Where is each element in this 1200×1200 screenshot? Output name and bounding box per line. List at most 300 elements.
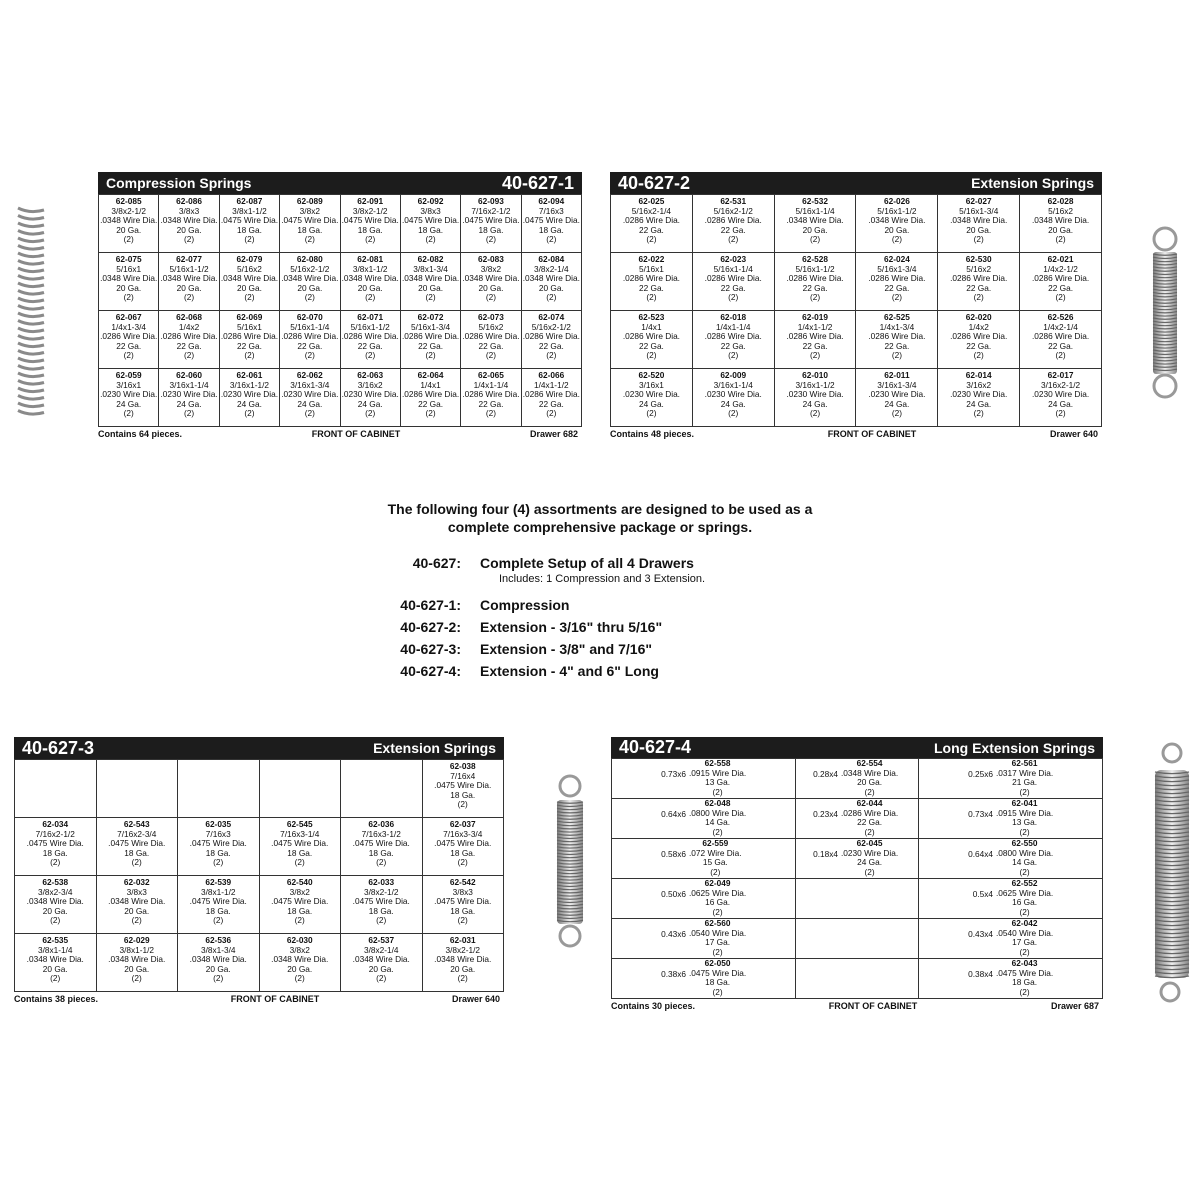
spec-line: 7/16x2-1/2 bbox=[35, 828, 75, 839]
spec-line: (2) bbox=[485, 234, 496, 245]
panel-footer bbox=[610, 427, 1102, 439]
part-number: 62-035 bbox=[205, 819, 232, 829]
coil-line bbox=[18, 276, 44, 280]
spec-line: (2) bbox=[457, 915, 468, 926]
panel-header bbox=[14, 737, 504, 759]
spec-line: 18 Ga. bbox=[236, 224, 262, 235]
spec-line: 22 Ga. bbox=[720, 282, 746, 293]
part-number: 62-067 bbox=[115, 312, 142, 322]
spring-grid bbox=[14, 759, 504, 992]
part-number: 62-045 bbox=[856, 838, 883, 848]
spec-line: 3/16x1 bbox=[116, 379, 142, 390]
spring-cell bbox=[521, 253, 581, 311]
spring-length: 0.23x4 bbox=[813, 809, 838, 819]
spec-line: 24 Ga. bbox=[720, 398, 746, 409]
spring-length: 0.18x4 bbox=[813, 849, 838, 859]
spec-line: (2) bbox=[973, 234, 984, 245]
part-number: 62-084 bbox=[538, 254, 565, 264]
spec-line: .0286 Wire Dia. bbox=[522, 331, 580, 342]
spec-line: (2) bbox=[891, 350, 902, 361]
spring-cell bbox=[938, 311, 1020, 369]
spring-cell bbox=[15, 876, 97, 934]
spec-line: 1/4x1-1/4 bbox=[715, 321, 751, 332]
part-number: 62-069 bbox=[236, 312, 263, 322]
piece-count: Contains 48 pieces. bbox=[610, 429, 695, 439]
spec-line: (2) bbox=[864, 786, 875, 797]
spec-line: .0475 Wire Dia. bbox=[689, 967, 747, 978]
coil-line bbox=[18, 411, 44, 415]
panel-header bbox=[610, 172, 1102, 194]
setup-desc: Compression bbox=[480, 597, 570, 613]
spec-line: 5/16x1-3/4 bbox=[410, 321, 451, 332]
spec-line: (2) bbox=[864, 826, 875, 837]
spring-cell bbox=[341, 876, 423, 934]
part-number: 62-561 bbox=[1011, 758, 1038, 768]
spec-line: 5/16x2 bbox=[236, 263, 262, 274]
spec-line: 22 Ga. bbox=[1048, 282, 1074, 293]
spec-line: .0348 Wire Dia. bbox=[352, 954, 410, 965]
spec-line: .0475 Wire Dia. bbox=[434, 896, 492, 907]
spec-line: 20 Ga. bbox=[124, 963, 150, 974]
spec-line: (2) bbox=[425, 350, 436, 361]
part-number: 62-531 bbox=[720, 196, 747, 206]
spec-line: 22 Ga. bbox=[297, 340, 323, 351]
spec-line: .0230 Wire Dia. bbox=[786, 389, 844, 400]
spring-length: 0.25x6 bbox=[968, 769, 993, 779]
spec-line: .0800 Wire Dia. bbox=[996, 847, 1054, 858]
spec-line: 5/16x2 bbox=[966, 263, 992, 274]
part-number: 62-081 bbox=[357, 254, 384, 264]
spec-line: 5/16x1-1/2 bbox=[795, 263, 835, 274]
spec-line: .0286 Wire Dia. bbox=[462, 331, 520, 342]
spec-line: 18 Ga. bbox=[538, 224, 564, 235]
spec-line: .0475 Wire Dia. bbox=[352, 838, 410, 849]
spec-line: .0475 Wire Dia. bbox=[26, 838, 84, 849]
spec-line: 18 Ga. bbox=[297, 224, 323, 235]
part-number: 62-066 bbox=[538, 370, 565, 380]
spec-line: .0348 Wire Dia. bbox=[26, 896, 84, 907]
spring-cell bbox=[461, 195, 521, 253]
spring-length: 0.73x6 bbox=[661, 769, 686, 779]
spec-line: 3/16x2 bbox=[357, 379, 383, 390]
drawer-label: Drawer 687 bbox=[1050, 1001, 1099, 1011]
spec-line: (2) bbox=[244, 350, 255, 361]
spring-detail bbox=[993, 799, 1053, 837]
spec-line: (2) bbox=[1055, 292, 1066, 303]
part-number: 62-030 bbox=[286, 935, 313, 945]
part-number: 62-077 bbox=[176, 254, 202, 264]
front-label: FRONT OF CABINET bbox=[230, 994, 320, 1004]
spec-line: 22 Ga. bbox=[418, 398, 444, 409]
spec-line: 1/4x1-1/2 bbox=[797, 321, 833, 332]
spec-line: 22 Ga. bbox=[802, 340, 828, 351]
spec-line: 3/8x2-1/4 bbox=[534, 263, 569, 274]
spec-line: 20 Ga. bbox=[357, 282, 383, 293]
spec-line: (2) bbox=[485, 408, 496, 419]
coil-line bbox=[18, 261, 44, 265]
spec-line: .0348 Wire Dia. bbox=[220, 273, 279, 284]
spring-cell bbox=[692, 253, 774, 311]
part-number: 62-093 bbox=[478, 196, 504, 206]
spec-line: (2) bbox=[728, 408, 739, 419]
spec-line: .072 Wire Dia. bbox=[689, 847, 742, 858]
coil-line bbox=[18, 298, 44, 302]
part-number: 62-026 bbox=[883, 196, 910, 206]
intro-text bbox=[300, 500, 900, 536]
spring-cell bbox=[259, 934, 341, 992]
part-number: 62-523 bbox=[638, 312, 665, 322]
grid-row bbox=[612, 879, 1103, 919]
spring-detail bbox=[686, 759, 746, 797]
spring-cell bbox=[796, 839, 919, 879]
spec-line: 18 Ga. bbox=[368, 847, 394, 858]
spring-cell bbox=[400, 195, 460, 253]
spec-line: 17 Ga. bbox=[1012, 937, 1038, 948]
coil-line bbox=[18, 216, 44, 220]
part-number: 62-092 bbox=[417, 196, 444, 206]
spec-line: (2) bbox=[646, 234, 657, 245]
spec-line: 1/4x1-3/4 bbox=[879, 321, 915, 332]
coil-line bbox=[18, 351, 44, 355]
spec-line: 1/4x1-1/4 bbox=[473, 379, 509, 390]
spring-detail bbox=[686, 839, 742, 877]
setup-list bbox=[380, 555, 900, 685]
spring-length: 0.73x4 bbox=[968, 809, 993, 819]
spec-line: 22 Ga. bbox=[116, 340, 142, 351]
spec-line: 5/16x1-1/2 bbox=[169, 263, 209, 274]
part-number: 62-072 bbox=[417, 312, 444, 322]
spec-line: .0286 Wire Dia. bbox=[786, 273, 844, 284]
spring-cell bbox=[612, 879, 796, 919]
spring-cell bbox=[938, 253, 1020, 311]
spec-line: 5/16x1-3/4 bbox=[877, 263, 917, 274]
part-number: 62-080 bbox=[296, 254, 323, 264]
spring-cell bbox=[219, 311, 279, 369]
spring-length: 0.28x4 bbox=[813, 769, 838, 779]
grid-row bbox=[15, 760, 504, 818]
spec-line: (2) bbox=[891, 292, 902, 303]
spec-line: .0475 Wire Dia. bbox=[271, 838, 329, 849]
spec-line: (2) bbox=[810, 350, 821, 361]
grid-row bbox=[612, 759, 1103, 799]
spec-line: 24 Ga. bbox=[176, 398, 202, 409]
grid-row bbox=[99, 369, 582, 427]
spec-line: 20 Ga. bbox=[116, 224, 142, 235]
spring-length: 0.38x4 bbox=[968, 969, 993, 979]
spring-cell bbox=[422, 818, 504, 876]
panel-title: Compression Springs bbox=[106, 175, 252, 191]
spec-line: 18 Ga. bbox=[1012, 977, 1038, 988]
spring-detail bbox=[686, 799, 746, 837]
spring-length: 0.64x6 bbox=[661, 809, 686, 819]
spec-line: 1/4x1 bbox=[420, 379, 441, 390]
spec-line: (2) bbox=[1055, 350, 1066, 361]
part-number: 62-019 bbox=[802, 312, 828, 322]
spec-line: 3/8x1-1/2 bbox=[352, 263, 388, 274]
spec-line: (2) bbox=[123, 350, 134, 361]
spring-cell bbox=[612, 799, 796, 839]
spec-line: (2) bbox=[244, 292, 255, 303]
spec-line: .0475 Wire Dia. bbox=[434, 780, 492, 791]
drawer-label: Drawer 640 bbox=[1049, 429, 1098, 439]
spec-line: .0915 Wire Dia. bbox=[689, 767, 747, 778]
spec-line: .0230 Wire Dia. bbox=[100, 389, 158, 400]
part-number: 62-559 bbox=[702, 838, 729, 848]
spring-cell bbox=[280, 369, 340, 427]
spec-line: .0475 Wire Dia. bbox=[434, 838, 492, 849]
drawer-label: Drawer 640 bbox=[451, 994, 500, 1004]
spring-cell bbox=[422, 760, 504, 818]
spring-cell bbox=[774, 253, 856, 311]
part-number: 62-532 bbox=[802, 196, 828, 206]
part-number: 62-009 bbox=[720, 370, 747, 380]
spec-line: 3/8x1-1/4 bbox=[37, 944, 73, 955]
spring-detail bbox=[993, 839, 1053, 877]
panel-compression-springs bbox=[98, 172, 582, 439]
setup-desc: Extension - 3/8" and 7/16" bbox=[480, 641, 652, 657]
part-number: 62-063 bbox=[357, 370, 384, 380]
spec-line: 3/8x1-1/2 bbox=[200, 886, 236, 897]
spring-detail bbox=[686, 959, 746, 997]
spring-cell bbox=[96, 876, 178, 934]
spec-line: 5/16x2 bbox=[478, 321, 504, 332]
spec-line: 3/8x1-3/4 bbox=[413, 263, 448, 274]
part-number: 62-042 bbox=[1011, 918, 1038, 928]
spec-line: .0348 Wire Dia. bbox=[522, 273, 580, 284]
spring-cell bbox=[280, 253, 340, 311]
spec-line: 5/16x1 bbox=[638, 263, 664, 274]
spec-line: 3/16x1-3/4 bbox=[290, 379, 330, 390]
part-number: 62-539 bbox=[205, 877, 232, 887]
spec-line: .0348 Wire Dia. bbox=[108, 896, 166, 907]
spring-cell bbox=[919, 959, 1103, 999]
part-number: 62-027 bbox=[965, 196, 992, 206]
grid-row bbox=[99, 253, 582, 311]
setup-item bbox=[380, 597, 900, 613]
part-number: 62-083 bbox=[478, 254, 504, 264]
spring-cell bbox=[99, 311, 159, 369]
spring-cell bbox=[96, 818, 178, 876]
spring-cell bbox=[15, 760, 97, 818]
spec-line: (2) bbox=[50, 857, 61, 868]
panel-extension-springs-2 bbox=[610, 172, 1102, 439]
part-number: 62-074 bbox=[538, 312, 565, 322]
spec-line: 20 Ga. bbox=[42, 963, 68, 974]
spec-line: (2) bbox=[244, 408, 255, 419]
spec-line: (2) bbox=[457, 857, 468, 868]
spec-line: (2) bbox=[244, 234, 255, 245]
spec-line: (2) bbox=[1019, 786, 1030, 797]
spec-line: .0348 Wire Dia. bbox=[462, 273, 520, 284]
spring-cell bbox=[938, 195, 1020, 253]
part-number: 62-091 bbox=[357, 196, 384, 206]
spec-line: 22 Ga. bbox=[884, 340, 910, 351]
part-number: 62-558 bbox=[704, 758, 731, 768]
spec-line: 3/16x1-1/2 bbox=[795, 379, 835, 390]
grid-row bbox=[99, 195, 582, 253]
front-label: FRONT OF CABINET bbox=[311, 429, 401, 439]
grid-row bbox=[612, 959, 1103, 999]
spec-line: 20 Ga. bbox=[205, 963, 231, 974]
spec-line: 3/8x2-1/2 bbox=[445, 944, 481, 955]
part-number: 62-520 bbox=[638, 370, 665, 380]
spec-line: .0230 Wire Dia. bbox=[841, 847, 899, 858]
spec-line: .0475 Wire Dia. bbox=[189, 896, 247, 907]
spec-line: (2) bbox=[646, 292, 657, 303]
spec-line: .0230 Wire Dia. bbox=[1031, 389, 1090, 400]
part-number: 62-536 bbox=[205, 935, 232, 945]
spec-line: .0348 Wire Dia. bbox=[189, 954, 247, 965]
part-number: 62-032 bbox=[123, 877, 150, 887]
spring-cell bbox=[1020, 311, 1102, 369]
grid-row bbox=[612, 799, 1103, 839]
spec-line: .0286 Wire Dia. bbox=[220, 331, 279, 342]
spec-line: 21 Ga. bbox=[1012, 777, 1038, 788]
spec-line: .0625 Wire Dia. bbox=[689, 887, 747, 898]
spring-length: 0.43x4 bbox=[968, 929, 993, 939]
spec-line: (2) bbox=[183, 350, 195, 361]
part-number: 62-059 bbox=[115, 370, 142, 380]
part-number: 62-525 bbox=[883, 312, 910, 322]
spring-detail bbox=[686, 919, 746, 957]
spec-line: 3/16x1 bbox=[638, 379, 664, 390]
spec-line: (2) bbox=[712, 986, 723, 997]
spec-line: .0286 Wire Dia. bbox=[522, 389, 580, 400]
coil-line bbox=[18, 396, 44, 400]
part-number: 62-062 bbox=[296, 370, 323, 380]
spring-cell bbox=[280, 311, 340, 369]
spec-line: (2) bbox=[810, 292, 821, 303]
spec-line: .0230 Wire Dia. bbox=[868, 389, 926, 400]
setup-desc: Complete Setup of all 4 Drawers bbox=[480, 555, 694, 571]
spec-line: .0348 Wire Dia. bbox=[160, 215, 218, 226]
spring-cell bbox=[612, 839, 796, 879]
spec-line: (2) bbox=[213, 973, 224, 984]
coil-line bbox=[18, 358, 44, 362]
spec-line: (2) bbox=[294, 915, 305, 926]
coil-line bbox=[18, 336, 44, 340]
coil-line bbox=[18, 313, 44, 317]
panel-long-extension-springs bbox=[611, 737, 1103, 1011]
part-number: 62-070 bbox=[296, 312, 323, 322]
spec-line: .0348 Wire Dia. bbox=[341, 273, 399, 284]
coil-line bbox=[18, 208, 44, 212]
part-number: 62-545 bbox=[286, 819, 313, 829]
panel-code: 40-627-1 bbox=[501, 172, 574, 193]
spec-line: 20 Ga. bbox=[368, 963, 394, 974]
part-number: 62-071 bbox=[357, 312, 384, 322]
part-number: 62-034 bbox=[42, 819, 69, 829]
coil-line bbox=[18, 381, 44, 385]
spec-line: (2) bbox=[1019, 986, 1030, 997]
spring-cell bbox=[341, 818, 423, 876]
spec-line: 22 Ga. bbox=[1048, 340, 1074, 351]
spec-line: 1/4x2-1/4 bbox=[1043, 321, 1078, 332]
panel-footer bbox=[98, 427, 582, 439]
spring-cell bbox=[521, 369, 581, 427]
spring-cell bbox=[280, 195, 340, 253]
part-number: 62-537 bbox=[368, 935, 395, 945]
coil-line bbox=[18, 373, 44, 377]
spec-line: 22 Ga. bbox=[478, 340, 504, 351]
part-number: 62-560 bbox=[704, 918, 731, 928]
part-number: 62-048 bbox=[704, 798, 731, 808]
part-number: 62-029 bbox=[123, 935, 150, 945]
spring-cell bbox=[919, 759, 1103, 799]
spec-line: .0230 Wire Dia. bbox=[704, 389, 762, 400]
spec-line: 5/16x2 bbox=[1048, 205, 1074, 216]
part-number: 62-530 bbox=[965, 254, 992, 264]
spec-line: 20 Ga. bbox=[176, 224, 202, 235]
spring-length: 0.38x6 bbox=[661, 969, 686, 979]
part-number: 62-025 bbox=[638, 196, 665, 206]
spec-line: 3/8x1-1/2 bbox=[119, 944, 155, 955]
spec-line: (2) bbox=[728, 292, 739, 303]
part-number: 62-033 bbox=[368, 877, 395, 887]
spec-line: 3/8x3 bbox=[126, 886, 147, 897]
spec-line: (2) bbox=[50, 973, 61, 984]
spec-line: 5/16x1-1/4 bbox=[290, 321, 330, 332]
spec-line: (2) bbox=[425, 234, 436, 245]
spring-detail bbox=[993, 919, 1053, 957]
spring-cell bbox=[99, 253, 159, 311]
spec-line: 5/16x1 bbox=[116, 263, 142, 274]
spec-line: (2) bbox=[973, 408, 984, 419]
spec-line: .0475 Wire Dia. bbox=[281, 215, 339, 226]
spec-line: (2) bbox=[728, 234, 739, 245]
spring-cell bbox=[159, 311, 219, 369]
spec-line: 3/16x1-1/4 bbox=[169, 379, 209, 390]
spring-cell bbox=[612, 759, 796, 799]
grid-row bbox=[15, 818, 504, 876]
spring-cell bbox=[461, 311, 521, 369]
spring-cell bbox=[219, 195, 279, 253]
spec-line: (2) bbox=[1019, 906, 1030, 917]
spring-cell bbox=[521, 311, 581, 369]
spec-line: 18 Ga. bbox=[205, 905, 231, 916]
spec-line: (2) bbox=[213, 915, 224, 926]
spring-detail bbox=[838, 799, 898, 837]
spec-line: 24 Ga. bbox=[116, 398, 142, 409]
spec-line: (2) bbox=[712, 786, 723, 797]
part-number: 62-036 bbox=[368, 819, 395, 829]
long-extension-spring-image bbox=[1146, 742, 1196, 1004]
spec-line: 3/8x3 bbox=[178, 205, 200, 216]
coil-line bbox=[18, 328, 44, 332]
coil-line bbox=[18, 268, 44, 272]
setup-code: 40-627: bbox=[412, 555, 461, 571]
spec-line: 3/8x2 bbox=[480, 263, 502, 274]
spring-cell bbox=[611, 311, 693, 369]
spec-line: 22 Ga. bbox=[857, 817, 883, 828]
spring-detail bbox=[838, 839, 898, 877]
spec-line: .0475 Wire Dia. bbox=[401, 215, 460, 226]
coil-line bbox=[18, 366, 44, 370]
setup-code: 40-627-2: bbox=[400, 619, 461, 635]
spec-line: 20 Ga. bbox=[857, 777, 883, 788]
grid-row bbox=[611, 195, 1102, 253]
spec-line: .0348 Wire Dia. bbox=[786, 215, 844, 226]
spring-cell bbox=[259, 818, 341, 876]
spring-length: 0.58x6 bbox=[661, 849, 686, 859]
spec-line: 3/8x2-1/4 bbox=[363, 944, 399, 955]
spec-line: (2) bbox=[365, 234, 376, 245]
spec-line: (2) bbox=[183, 408, 195, 419]
spec-line: .0286 Wire Dia. bbox=[160, 331, 218, 342]
spec-line: 24 Ga. bbox=[966, 398, 992, 409]
spec-line: .0348 Wire Dia. bbox=[160, 273, 218, 284]
part-number: 62-068 bbox=[176, 312, 202, 322]
